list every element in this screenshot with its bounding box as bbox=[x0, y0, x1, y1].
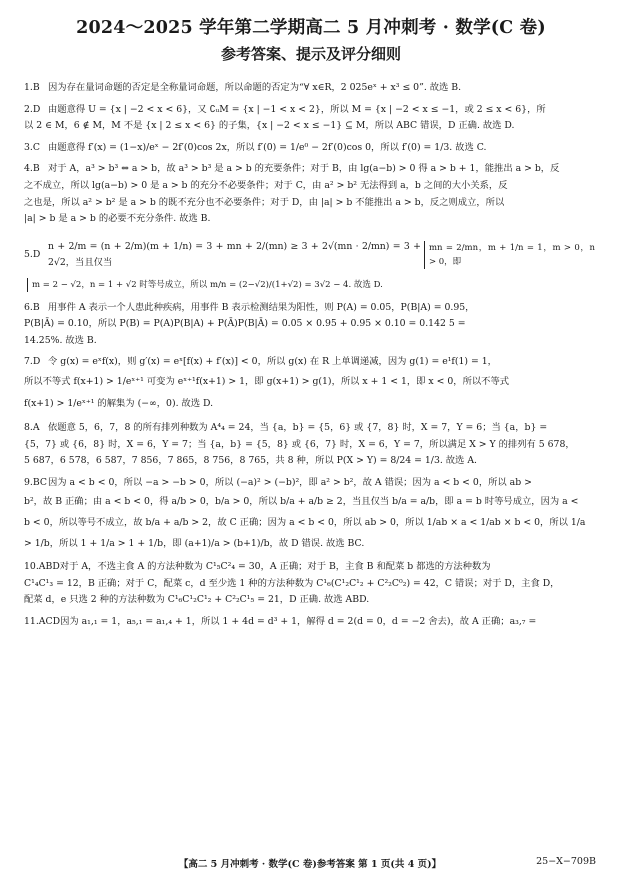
equality-system bbox=[27, 278, 383, 292]
answer-item-11 bbox=[24, 614, 598, 631]
answer-number: 10.ABD bbox=[24, 561, 60, 573]
answer-line: 对于 A，a³ > b³ ⇔ a > b，故 a³ > b³ 是 a > b 的充要条件；对于 B，由 lg(a−b) > 0 得 a > b + 1，能推出 a > b，反 bbox=[48, 163, 560, 175]
answer-item-9 bbox=[24, 475, 598, 555]
answer-line: 对于 A，不选主食 A 的方法种数为 C¹₅C²₄ = 30，A 正确；对于 B，主食 B 和配菜 b 都选的方法种数为 bbox=[59, 561, 491, 573]
answer-number: 2.D bbox=[24, 103, 41, 115]
answer-line: 因为存在量词命题的否定是全称量词命题，所以命题的否定为“∀ x∈R，2 025eˣ + x³ ≤ 0”. 故选 B. bbox=[48, 82, 462, 93]
answer-line: 由题意得 U = {x | −2 < x < 6}，又 ∁ᵤM = {x | −1 < x < 2}，所以 M = {x | −2 < x ≤ −1，或 2 ≤ x < 6}，所 bbox=[48, 103, 546, 115]
condition-system bbox=[424, 241, 595, 269]
answer-item-1 bbox=[24, 80, 598, 97]
answer-item-8 bbox=[24, 420, 598, 470]
answer-line: 令 g(x) = eˣf(x)，则 g′(x) = eˣ[f(x) + f′(x)] < 0，所以 g(x) 在 R 上单调递减，因为 g(1) = e¹f(1) = 1， bbox=[48, 356, 497, 368]
answer-line: 14.25%. 故选 B. bbox=[24, 334, 97, 346]
answer-number: 3.C bbox=[24, 141, 40, 153]
answer-number: 6.B bbox=[24, 301, 40, 313]
answer-line: f(x+1) > 1/eˣ⁺¹ 的解集为 (−∞，0). 故选 D. bbox=[24, 397, 214, 409]
answer-number: 9.BC bbox=[24, 476, 47, 488]
answer-line: > 1/b，所以 1 + 1/a > 1 + 1/b，即 (a+1)/a > (b+1)/b，故 D 错误. 故选 BC. bbox=[24, 538, 365, 550]
page-subtitle: 参考答案、提示及评分细则 bbox=[220, 45, 401, 63]
answer-item-2 bbox=[24, 102, 598, 135]
answer-line: 用事件 A 表示一个人患此种疾病，用事件 B 表示检测结果为阳性，则 P(A) = 0.05，P(B|A) = 0.95， bbox=[48, 301, 475, 313]
answer-line: 所以不等式 f(x+1) > 1/eˣ⁺¹ 可变为 eˣ⁺¹f(x+1) > 1，即 g(x+1) > g(1)，所以 x + 1 < 1，即 x < 0，所以不等式 bbox=[24, 375, 510, 387]
answer-number: 7.D bbox=[24, 356, 41, 368]
answer-line: b²，故 B 正确；由 a < b < 0，得 a/b > 0，b/a > 0，所以 b/a + a/b ≥ 2，当且仅当 b/a = a/b，即 a = b 时等号成立，因为 a < bbox=[24, 496, 579, 508]
answer-line: 之也是，所以 a² > b² 是 a > b 的既不充分也不必要条件；对于 D，由 |a| > b 不能推出 a > b，反之则成立，所以 bbox=[24, 196, 505, 208]
answer-item-3 bbox=[24, 140, 598, 157]
answer-line: n + 2/m = (n + 2/m)(m + 1/n) = 3 + mn + 2/(mn) ≥ 3 + 2√(mn · 2/mn) = 3 + 2√2，当且仅当 bbox=[48, 240, 421, 269]
answer-item-5 bbox=[24, 239, 598, 295]
answer-line: 依题意 5，6，7，8 的所有排列种数为 A⁴₄ = 24，当 {a，b} = {5，6} 或 {7，8} 时，X = 7，Y = 6；当 {a，b} = bbox=[48, 421, 548, 433]
answer-line: b < 0，所以等号不成立，故 b/a + a/b > 2，故 C 正确；因为 a < b < 0，所以 ab > 0，所以 1/ab × a < 1/ab × b < 0，所以 1/a bbox=[24, 517, 586, 529]
answer-line: 配菜 d，e 只选 2 种的方法种数为 C¹₆C¹₂C¹₂ + C²₂C¹₅ = 21，D 正确. 故选 ABD. bbox=[24, 594, 370, 606]
answer-number: 11.ACD bbox=[24, 616, 61, 628]
footer-page-info: 【高二 5 月冲刺考 · 数学(C 卷)参考答案 第 1 页(共 4 页)】 bbox=[178, 859, 442, 870]
answer-item-10 bbox=[24, 559, 598, 609]
answer-number: 1.B bbox=[24, 82, 40, 93]
answer-line: C¹₄C¹₃ = 12，B 正确；对于 C，配菜 c，d 至少选 1 种的方法种数为 C¹₆(C¹₂C¹₂ + C²₂C⁰₂) = 42，C 错误；对于 D，主食 D， bbox=[24, 577, 560, 589]
answer-item-6 bbox=[24, 300, 598, 350]
answer-line: 之不成立，所以 lg(a−b) > 0 是 a > b 的充分不必要条件；对于 C，由 a² > b² 无法得到 a，b 之间的大小关系，反 bbox=[24, 179, 508, 191]
answer-line: 以 2 ∈ M，6 ∉ M，M 不是 {x | 2 ≤ x < 6} 的子集，{x | −2 < x ≤ −1} ⊆ M，所以 ABC 错误，D 正确. 故选 D. bbox=[24, 120, 515, 132]
answer-line: P(B|Ā) = 0.10，所以 P(B) = P(A)P(B|A) + P(Ā)P(B|Ā) = 0.05 × 0.95 + 0.95 × 0.10 = 0.142 5 = bbox=[24, 318, 466, 330]
answer-number: 8.A bbox=[24, 421, 40, 433]
answer-line: mn = 2/mn，m + 1/n = 1，m > 0，n > 0，即 bbox=[428, 243, 595, 268]
answer-line: 5 687，6 578，6 587，7 856，7 865，8 756，8 765，共 8 种，所以 P(X > Y) = 8/24 = 1/3. 故选 A. bbox=[24, 455, 477, 467]
answer-item-7 bbox=[24, 354, 598, 415]
answer-line: {5，7} 或 {6，8} 时，X = 6，Y = 7；当 {a，b} = {5，8} 或 {6，7} 时，X = 6，Y = 7，所以满足 X > Y 的排列有 5 678， bbox=[24, 438, 575, 450]
page-title: 2024～2025 学年第二学期高二 5 月冲刺考 · 数学(C 卷) bbox=[76, 18, 546, 38]
answer-number: 5.D bbox=[24, 249, 41, 261]
answer-line: 因为 a₁,₁ = 1，a₅,₁ = a₁,₄ + 1，所以 1 + 4d = d³ + 1，解得 d = 2(d = 0，d = −2 舍去)，故 A 正确；a₃,₇ = bbox=[60, 616, 537, 628]
answer-line: |a| > b 是 a > b 的必要不充分条件. 故选 B. bbox=[24, 213, 211, 225]
answer-line: 因为 a < b < 0，所以 −a > −b > 0，所以 (−a)² > (−b)²，即 a² > b²，故 A 错误；因为 a < b < 0，所以 ab > bbox=[48, 476, 532, 488]
answer-item-4 bbox=[24, 161, 598, 227]
answer-line: 由题意得 f′(x) = (1−x)/eˣ − 2f′(0)cos 2x，所以 f′(0) = 1/e⁰ − 2f′(0)cos 0，所以 f′(0) = 1/3. 故选 C. bbox=[48, 141, 487, 153]
footer-code: 25−X−709B bbox=[536, 856, 596, 867]
answer-line: m = 2 − √2，n = 1 + √2 时等号成立，所以 m/n = (2−√2)/(1+√2) = 3√2 − 4. 故选 D. bbox=[32, 280, 383, 291]
answer-number: 4.B bbox=[24, 163, 40, 175]
